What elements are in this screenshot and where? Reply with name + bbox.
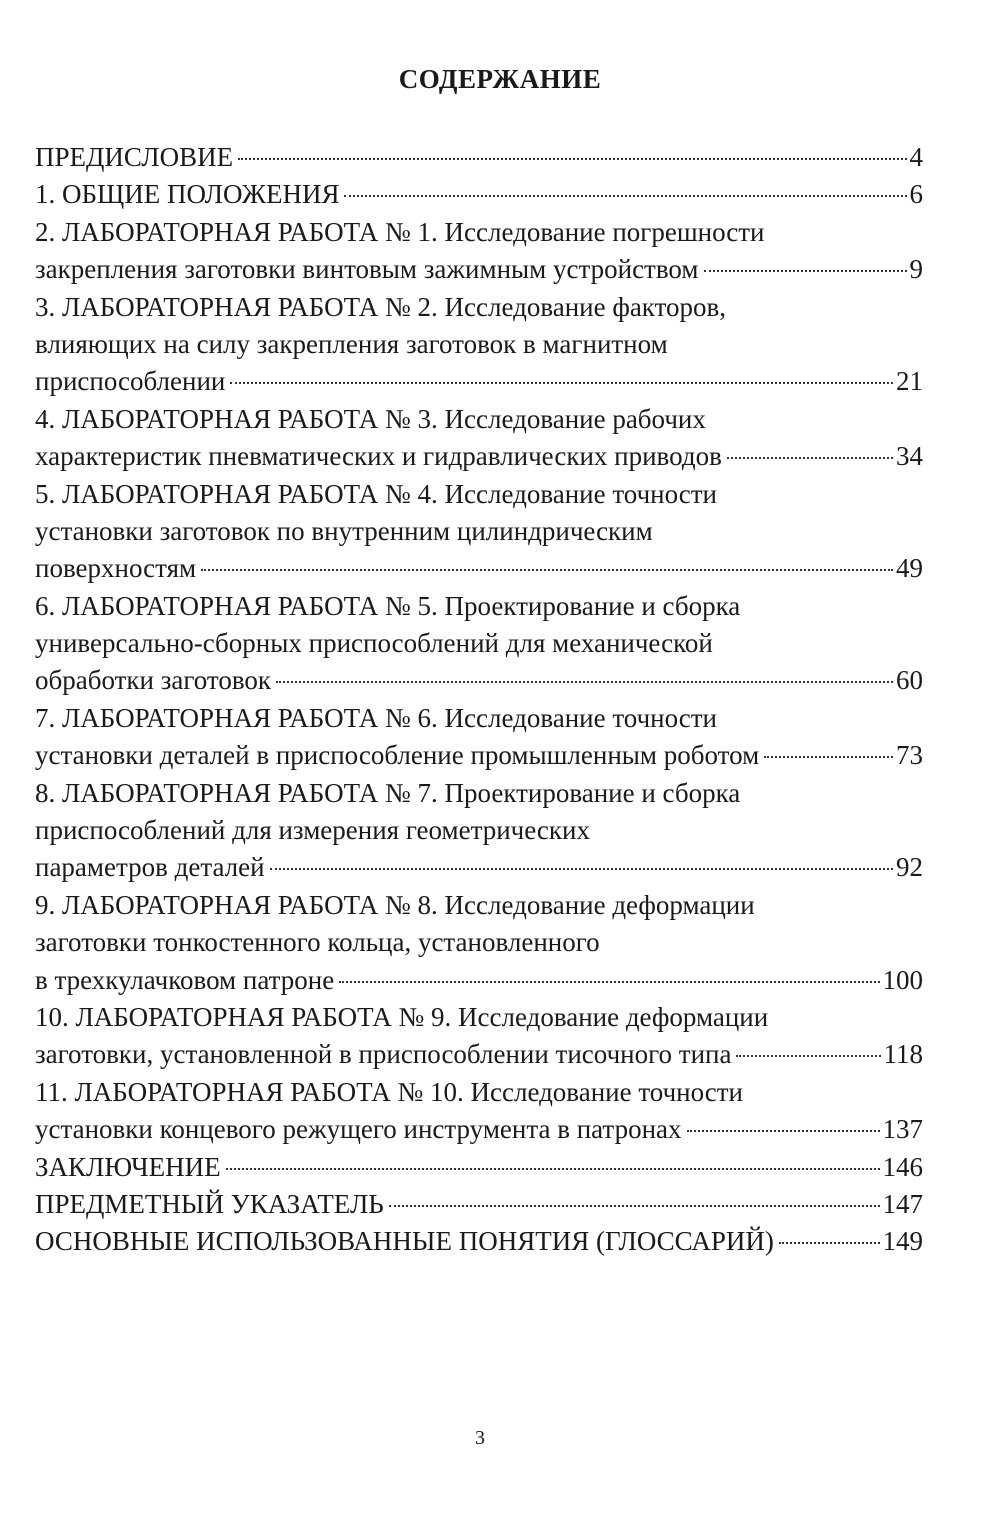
toc-line bbox=[35, 812, 923, 849]
toc-line bbox=[35, 438, 923, 475]
toc-line bbox=[35, 700, 923, 737]
dot-leader bbox=[201, 569, 893, 571]
toc-line bbox=[35, 176, 923, 213]
toc-line bbox=[35, 1036, 923, 1073]
toc-page-number: 73 bbox=[896, 740, 923, 771]
toc-page-number: 49 bbox=[896, 553, 923, 584]
toc-line bbox=[35, 289, 923, 326]
toc-line bbox=[35, 662, 923, 699]
toc-entry-text: 11. ЛАБОРАТОРНАЯ РАБОТА № 10. Исследование точности bbox=[35, 1076, 743, 1107]
toc-entry-preface[interactable] bbox=[35, 139, 923, 176]
dot-leader bbox=[736, 1055, 880, 1057]
toc-line bbox=[35, 139, 923, 176]
toc-line bbox=[35, 1074, 923, 1111]
toc-page-number: 9 bbox=[909, 254, 923, 285]
toc-entry-lab-6[interactable] bbox=[35, 700, 923, 775]
toc-entry-text: характеристик пневматических и гидравлических приводов bbox=[35, 441, 722, 472]
toc-entry-text: приспособлении bbox=[35, 366, 226, 397]
toc-line bbox=[35, 1111, 923, 1148]
toc-entry-conclusion[interactable] bbox=[35, 1149, 923, 1186]
toc-entry-text: 7. ЛАБОРАТОРНАЯ РАБОТА № 6. Исследование точности bbox=[35, 702, 718, 733]
toc-entry-text: 9. ЛАБОРАТОРНАЯ РАБОТА № 8. Исследование деформации bbox=[35, 889, 755, 920]
dot-leader bbox=[238, 158, 906, 160]
toc-entry-text: ОСНОВНЫЕ ИСПОЛЬЗОВАННЫЕ ПОНЯТИЯ (ГЛОССАРИЙ) bbox=[35, 1226, 774, 1257]
toc-entry-text: параметров деталей bbox=[35, 852, 265, 883]
toc-entry-text: 10. ЛАБОРАТОРНАЯ РАБОТА № 9. Исследование деформации bbox=[35, 1001, 769, 1032]
toc-entry-text: закрепления заготовки винтовым зажимным устройством bbox=[35, 254, 699, 285]
toc-line bbox=[35, 476, 923, 513]
toc-entry-glossary[interactable] bbox=[35, 1223, 923, 1260]
toc-page-number: 149 bbox=[882, 1226, 923, 1257]
toc-line bbox=[35, 962, 923, 999]
toc-page-number: 92 bbox=[896, 852, 923, 883]
toc-entry-text: установки деталей в приспособление промышленным роботом bbox=[35, 740, 760, 771]
toc-line bbox=[35, 737, 923, 774]
dot-leader bbox=[226, 1168, 880, 1170]
page-title: СОДЕРЖАНИЕ bbox=[398, 64, 602, 94]
toc-page-number: 137 bbox=[882, 1114, 923, 1145]
toc-line bbox=[35, 363, 923, 400]
toc-entry-subject-index[interactable] bbox=[35, 1186, 923, 1223]
toc-page-number: 118 bbox=[883, 1039, 923, 1070]
toc-entry-lab-2[interactable] bbox=[35, 289, 923, 401]
dot-leader bbox=[687, 1130, 880, 1132]
toc-page-number: 34 bbox=[896, 441, 923, 472]
toc-page-number: 21 bbox=[896, 366, 923, 397]
toc-page-number: 147 bbox=[882, 1188, 923, 1219]
dot-leader bbox=[389, 1205, 880, 1207]
toc-entry-text: 8. ЛАБОРАТОРНАЯ РАБОТА № 7. Проектирование и сборка bbox=[35, 777, 741, 808]
toc-entry-text: ЗАКЛЮЧЕНИЕ bbox=[35, 1151, 221, 1182]
toc-line bbox=[35, 513, 923, 550]
toc-entry-text: ПРЕДМЕТНЫЙ УКАЗАТЕЛЬ bbox=[35, 1188, 384, 1219]
toc-page-number: 146 bbox=[882, 1151, 923, 1182]
toc-line bbox=[35, 1223, 923, 1260]
table-of-contents bbox=[35, 139, 923, 1261]
toc-page-number: 100 bbox=[882, 964, 923, 995]
toc-entry-lab-5[interactable] bbox=[35, 588, 923, 700]
toc-entry-text: ПРЕДИСЛОВИЕ bbox=[35, 142, 234, 172]
toc-line bbox=[35, 326, 923, 363]
toc-entry-lab-1[interactable] bbox=[35, 214, 923, 289]
toc-entry-text: установки концевого режущего инструмента в патронах bbox=[35, 1114, 682, 1145]
dot-leader bbox=[230, 382, 893, 384]
toc-entry-text: универсально-сборных приспособлений для механической bbox=[35, 628, 713, 659]
toc-line bbox=[35, 588, 923, 625]
toc-line bbox=[35, 1186, 923, 1223]
toc-page-number: 60 bbox=[896, 665, 923, 696]
dot-leader bbox=[339, 981, 879, 983]
dot-leader bbox=[727, 457, 893, 459]
toc-line bbox=[35, 849, 923, 886]
dot-leader bbox=[704, 270, 907, 272]
toc-entry-lab-3[interactable] bbox=[35, 401, 923, 476]
toc-line bbox=[35, 999, 923, 1036]
toc-entry-general[interactable] bbox=[35, 176, 923, 213]
toc-line bbox=[35, 775, 923, 812]
toc-entry-lab-10[interactable] bbox=[35, 1074, 923, 1149]
toc-entry-text: приспособлений для измерения геометрических bbox=[35, 815, 590, 846]
toc-line bbox=[35, 550, 923, 587]
page-number: 3 bbox=[475, 1427, 485, 1449]
toc-entry-text: 5. ЛАБОРАТОРНАЯ РАБОТА № 4. Исследование точности bbox=[35, 478, 718, 509]
toc-line bbox=[35, 251, 923, 288]
dot-leader bbox=[270, 868, 893, 870]
toc-entry-lab-8[interactable] bbox=[35, 887, 923, 999]
dot-leader bbox=[764, 756, 893, 758]
toc-line bbox=[35, 401, 923, 438]
dot-leader bbox=[276, 681, 893, 683]
toc-entry-text: 1. ОБЩИЕ ПОЛОЖЕНИЯ bbox=[35, 179, 340, 210]
toc-entry-text: 3. ЛАБОРАТОРНАЯ РАБОТА № 2. Исследование факторов, bbox=[35, 291, 727, 322]
toc-entry-lab-9[interactable] bbox=[35, 999, 923, 1074]
toc-entry-text: 4. ЛАБОРАТОРНАЯ РАБОТА № 3. Исследование рабочих bbox=[35, 403, 706, 434]
toc-page-number: 6 bbox=[909, 179, 923, 210]
toc-entry-text: заготовки тонкостенного кольца, установленного bbox=[35, 927, 600, 958]
toc-line bbox=[35, 625, 923, 662]
toc-line bbox=[35, 887, 923, 924]
toc-entry-lab-7[interactable] bbox=[35, 775, 923, 887]
toc-entry-text: в трехкулачковом патроне bbox=[35, 964, 335, 995]
toc-line bbox=[35, 924, 923, 961]
toc-entry-text: влияющих на силу закрепления заготовок в магнитном bbox=[35, 328, 668, 359]
toc-entry-text: обработки заготовок bbox=[35, 665, 272, 696]
toc-entry-text: 6. ЛАБОРАТОРНАЯ РАБОТА № 5. Проектирование и сборка bbox=[35, 590, 741, 621]
toc-page-number: 4 bbox=[909, 142, 923, 172]
dot-leader bbox=[779, 1242, 880, 1244]
toc-line bbox=[35, 214, 923, 251]
toc-entry-text: заготовки, установленной в приспособлении тисочного типа bbox=[35, 1039, 732, 1070]
dot-leader bbox=[344, 195, 906, 197]
toc-entry-lab-4[interactable] bbox=[35, 476, 923, 588]
toc-entry-text: установки заготовок по внутренним цилиндрическим bbox=[35, 515, 653, 546]
toc-entry-text: 2. ЛАБОРАТОРНАЯ РАБОТА № 1. Исследование погрешности bbox=[35, 216, 765, 247]
toc-line bbox=[35, 1149, 923, 1186]
toc-entry-text: поверхностям bbox=[35, 553, 197, 584]
